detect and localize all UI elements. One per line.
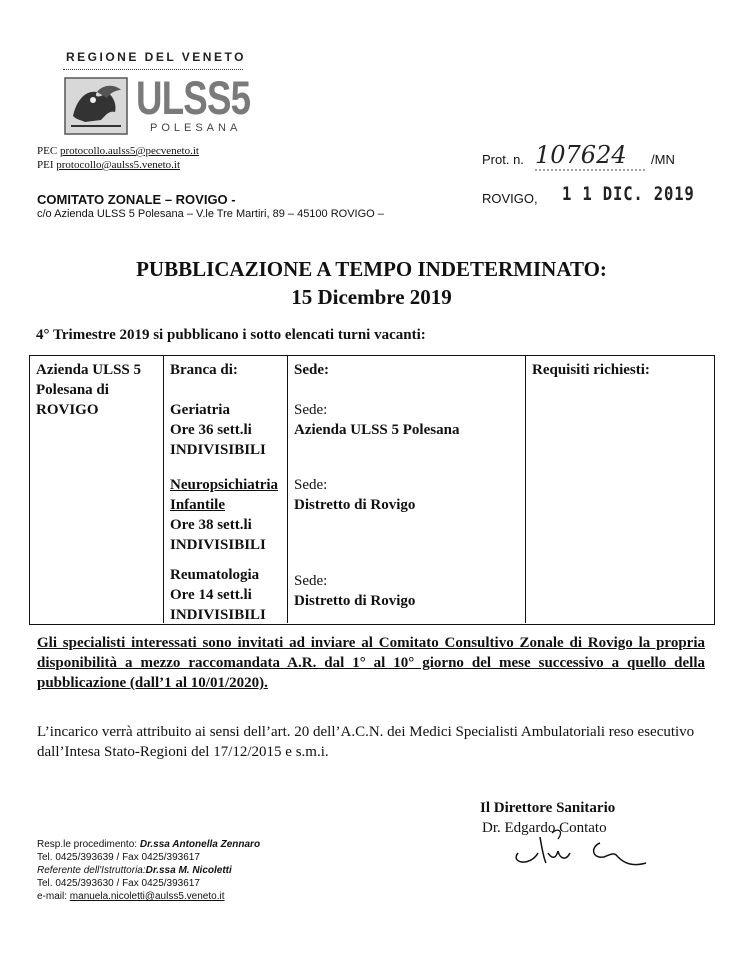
notice-text: Gli specialisti interessati sono invitati ad inviare al Comitato Consultivo Zonale di Rovigo la propria disponibilità a mezzo raccomandata A.R. dal 1° al 10° giorno del mese successivo a quello della pubblicazione (dall’1 al 10/01/2020). (37, 635, 705, 691)
table-divider (163, 355, 164, 623)
branca-type: INDIVISIBILI (170, 442, 266, 458)
branca-name: Reumatologia (170, 567, 260, 583)
branca-hours: Ore 14 sett.li (170, 587, 252, 603)
table-row (170, 400, 266, 460)
sede-value: Distretto di Rovigo (294, 593, 416, 609)
brand-subtitle: POLESANA (150, 122, 242, 134)
branca-name-cont: Infantile (170, 497, 226, 513)
protocol-suffix: /MN (651, 152, 675, 167)
signatory-role: Il Direttore Sanitario (480, 800, 616, 816)
sede-cell (294, 475, 415, 515)
sede-label: Sede: (294, 402, 328, 418)
place-label: ROVIGO, (482, 191, 538, 206)
branca-hours: Ore 36 sett.li (170, 422, 252, 438)
branca-hours: Ore 38 sett.li (170, 517, 252, 533)
pec-email-link[interactable]: protocollo.aulss5@pecveneto.it (59, 145, 199, 157)
brand-logo-text: ULSS5 (136, 71, 251, 124)
branca-name: Geriatria (170, 402, 230, 418)
footer-resp: Resp.le procedimento: Dr.ssa Antonella Zennaro (37, 839, 261, 850)
winged-lion-logo-icon (63, 76, 129, 136)
handwritten-signature-icon (500, 823, 660, 873)
branca-type: INDIVISIBILI (170, 537, 266, 553)
pei-line (37, 159, 180, 171)
region-name: REGIONE DEL VENETO (66, 50, 246, 64)
protocol-number: 107624 (535, 141, 627, 169)
page-subtitle-date: 15 Dicembre 2019 (291, 285, 452, 309)
pec-line (37, 145, 199, 157)
footer-email: e-mail: manuela.nicoletti@aulss5.veneto.it (37, 891, 225, 902)
protocol-underline (535, 168, 647, 172)
sede-cell (294, 571, 415, 611)
table-row (170, 475, 278, 555)
sede-label: Sede: (294, 573, 328, 589)
sede-value: Azienda ULSS 5 Polesana (294, 422, 460, 438)
table-divider (525, 355, 526, 623)
table-divider (287, 355, 288, 623)
table-row (170, 565, 266, 625)
page-title: PUBBLICAZIONE A TEMPO INDETERMINATO: (136, 257, 607, 281)
footer-email-link[interactable]: manuela.nicoletti@aulss5.veneto.it (69, 891, 225, 902)
sede-label: Sede: (294, 477, 328, 493)
footer-ref-tel: Tel. 0425/393630 / Fax 0425/393617 (37, 878, 200, 889)
column-header-requisiti: Requisiti richiesti: (532, 362, 650, 378)
footer-resp-tel: Tel. 0425/393639 / Fax 0425/393617 (37, 852, 200, 863)
date-stamp: 1 1 DIC. 2019 (562, 183, 695, 205)
branca-name: Neuropsichiatria (170, 477, 279, 493)
footer-ref: Referente dell'Istruttoria:Dr.ssa M. Nicoletti (37, 865, 232, 876)
column-header-branca: Branca di: (170, 362, 238, 378)
signatory-name: Dr. Edgardo Contato (482, 820, 607, 836)
intro-text: 4° Trimestre 2019 si pubblicano i sotto elencati turni vacanti: (36, 327, 426, 343)
branca-type: INDIVISIBILI (170, 607, 266, 623)
committee-address: c/o Azienda ULSS 5 Polesana – V.le Tre Martiri, 89 – 45100 ROVIGO – (37, 208, 384, 220)
committee-name: COMITATO ZONALE – ROVIGO - (37, 192, 236, 207)
pec-label: PEC (37, 145, 58, 157)
azienda-cell: Azienda ULSS 5 Polesana di ROVIGO (36, 362, 142, 418)
protocol-label: Prot. n. (482, 152, 524, 167)
pei-email-link[interactable]: protocollo@aulss5.veneto.it (56, 159, 181, 171)
column-header-sede: Sede: (294, 362, 329, 378)
sede-cell (294, 400, 459, 440)
sede-value: Distretto di Rovigo (294, 497, 416, 513)
incarico-text: L’incarico verrà attribuito ai sensi dell’art. 20 dell’A.C.N. dei Medici Specialisti Ambulatoriali reso esecutivo dall’Intesa Stato-Regioni del 17/12/2015 e s.m.i. (37, 724, 695, 760)
pei-label: PEI (37, 159, 54, 171)
